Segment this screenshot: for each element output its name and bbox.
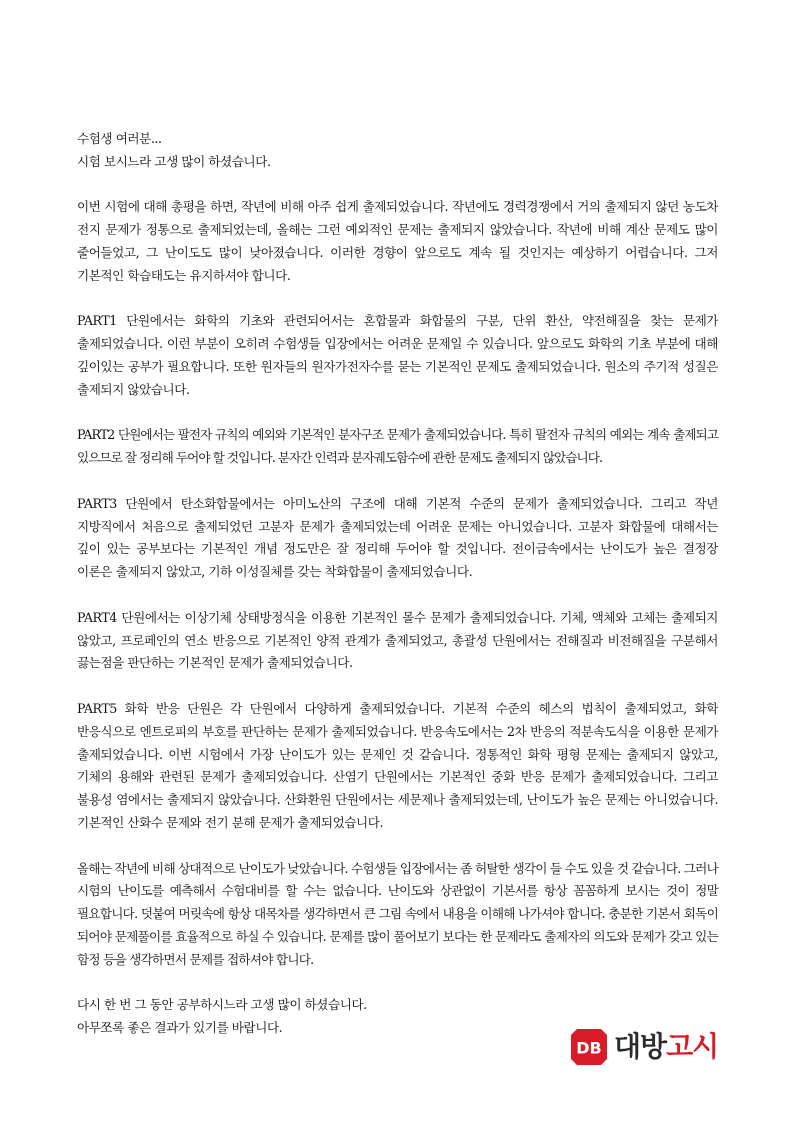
db-emblem-icon	[569, 1027, 609, 1067]
summary-paragraph: 이번 시험에 대해 총평을 하면, 작년에 비해 아주 쉽게 출제되었습니다. 작년에도 경력경쟁에서 거의 출제되지 않던 농도차 전지 문제가 정통으로 출제되었는데, 올해는 그런 예외적인 문제는 출제되지 않았습니다. 작년에 비해 계산 문제도 많이 줄어들었고, 그 난이도도 많이 낮아졌습니다. 이러한 경향이 앞으로도 계속 될 것인지는 예상하기 어렵습니다. 그저 기본적인 학습태도는 유지하셔야 합니다.	[77, 199, 718, 283]
greeting-line-2: 시험 보시느라 고생 많이 하셨습니다.	[77, 153, 271, 169]
part5-paragraph: PART5 화학 반응 단원은 각 단원에서 다양하게 출제되었습니다. 기본적 수준의 헤스의 법칙이 출제되었고, 화학 반응식으로 엔트로피의 부호를 판단하는 문제가 출제되었습니다. 반응속도에서는 2차 반응의 적분속도식을 이용한 문제가 출제되었습니다. 이번 시험에서 가장 난이도가 있는 문제인 것 같습니다. 정통적인 화학 평형 문제는 출제되지 않았고, 기체의 용해와 관련된 문제가 출제되었습니다. 산염기 단원에서는 기본적인 중화 반응 문제가 출제되었습니다. 그리고 불용성 염에서는 출제되지 않았습니다. 산화환원 단원에서는 세문제나 출제되었는데, 난이도가 높은 문제는 아니었습니다. 기본적인 산화수 문제와 전기 분해 문제가 출제되었습니다.	[77, 700, 718, 830]
daebang-gosi-logo	[569, 1027, 718, 1067]
part1-paragraph: PART1 단원에서는 화학의 기초와 관련되어서는 혼합물과 화합물의 구분, 단위 환산, 약전해질을 찾는 문제가 출제되었습니다. 이런 부분이 오히려 수험생들 입장에서는 어려운 문제일 수 있습니다. 앞으로도 화학의 기초 부분에 대해 깊이있는 공부가 필요합니다. 또한 원자들의 원자가전자수를 묻는 기본적인 문제도 출제되었습니다. 원소의 주기적 성질은 출제되지 않았습니다.	[77, 313, 718, 397]
logo-name-part1: 대방	[614, 1030, 667, 1063]
logo-wordmark	[614, 1027, 718, 1067]
greeting-line-1: 수험생 여러분...	[77, 131, 162, 146]
closing-line-1: 다시 한 번 그 동안 공부하시느라 고생 많이 하셨습니다.	[77, 997, 367, 1013]
advice-paragraph: 올해는 작년에 비해 상대적으로 난이도가 낮았습니다. 수험생들 입장에서는 좀 허탈한 생각이 들 수도 있을 것 같습니다. 그러나 시험의 난이도를 예측해서 수험대비를 할 수는 없습니다. 난이도와 상관없이 기본서를 항상 꼼꼼하게 보시는 것이 정말 필요합니다. 덧붙여 머릿속에 항상 대목차를 생각하면서 큰 그림 속에서 내용을 이해해 나가셔야 합니다. 충분한 기본서 회독이 되어야 문제풀이를 효율적으로 하실 수 있습니다. 문제를 많이 풀어보기 보다는 한 문제라도 출제자의 의도와 문제가 갖고 있는 함정 등을 생각하면서 문제를 접하셔야 합니다.	[77, 860, 718, 967]
part3-paragraph: PART3 단원에서 탄소화합물에서는 아미노산의 구조에 대해 기본적 수준의 문제가 출제되었습니다. 그리고 작년 지방직에서 처음으로 출제되었던 고분자 문제가 출제되었는데 어려운 문제는 아니었습니다. 고분자 화합물에 대해서는 깊이 있는 공부보다는 기본적인 개념 정도만은 잘 정리해 두어야 할 것입니다. 전이금속에서는 난이도가 높은 결정장 이론은 출제되지 않았고, 기하 이성질체를 갖는 착화합물이 출제되었습니다.	[77, 495, 718, 580]
logo-name-part2: 고시	[666, 1030, 719, 1063]
part2-paragraph: PART2 단원에서는 팔전자 규칙의 예외와 기본적인 분자구조 문제가 출제되었습니다. 특히 팔전자 규칙의 예외는 계속 출제되고 있으므로 잘 정리해 두어야 할 것입니다. 분자간 인력과 분자궤도함수에 관한 문제도 출제되지 않았습니다.	[77, 427, 718, 466]
closing-line-2: 아무쪼록 좋은 결과가 있기를 바랍니다.	[77, 1020, 283, 1036]
part4-paragraph: PART4 단원에서는 이상기체 상태방정식을 이용한 기본적인 몰수 문제가 출제되었습니다. 기체, 액체와 고체는 출제되지 않았고, 프로페인의 연소 반응으로 기본적인 양적 관계가 출제되었고, 총괄성 단원에서는 전해질과 비전해질을 구분해서 끓는점을 판단하는 기본적인 문제가 출제되었습니다.	[77, 609, 718, 671]
logo-mark-text: DB	[576, 1038, 602, 1058]
letter-body	[77, 128, 718, 1040]
